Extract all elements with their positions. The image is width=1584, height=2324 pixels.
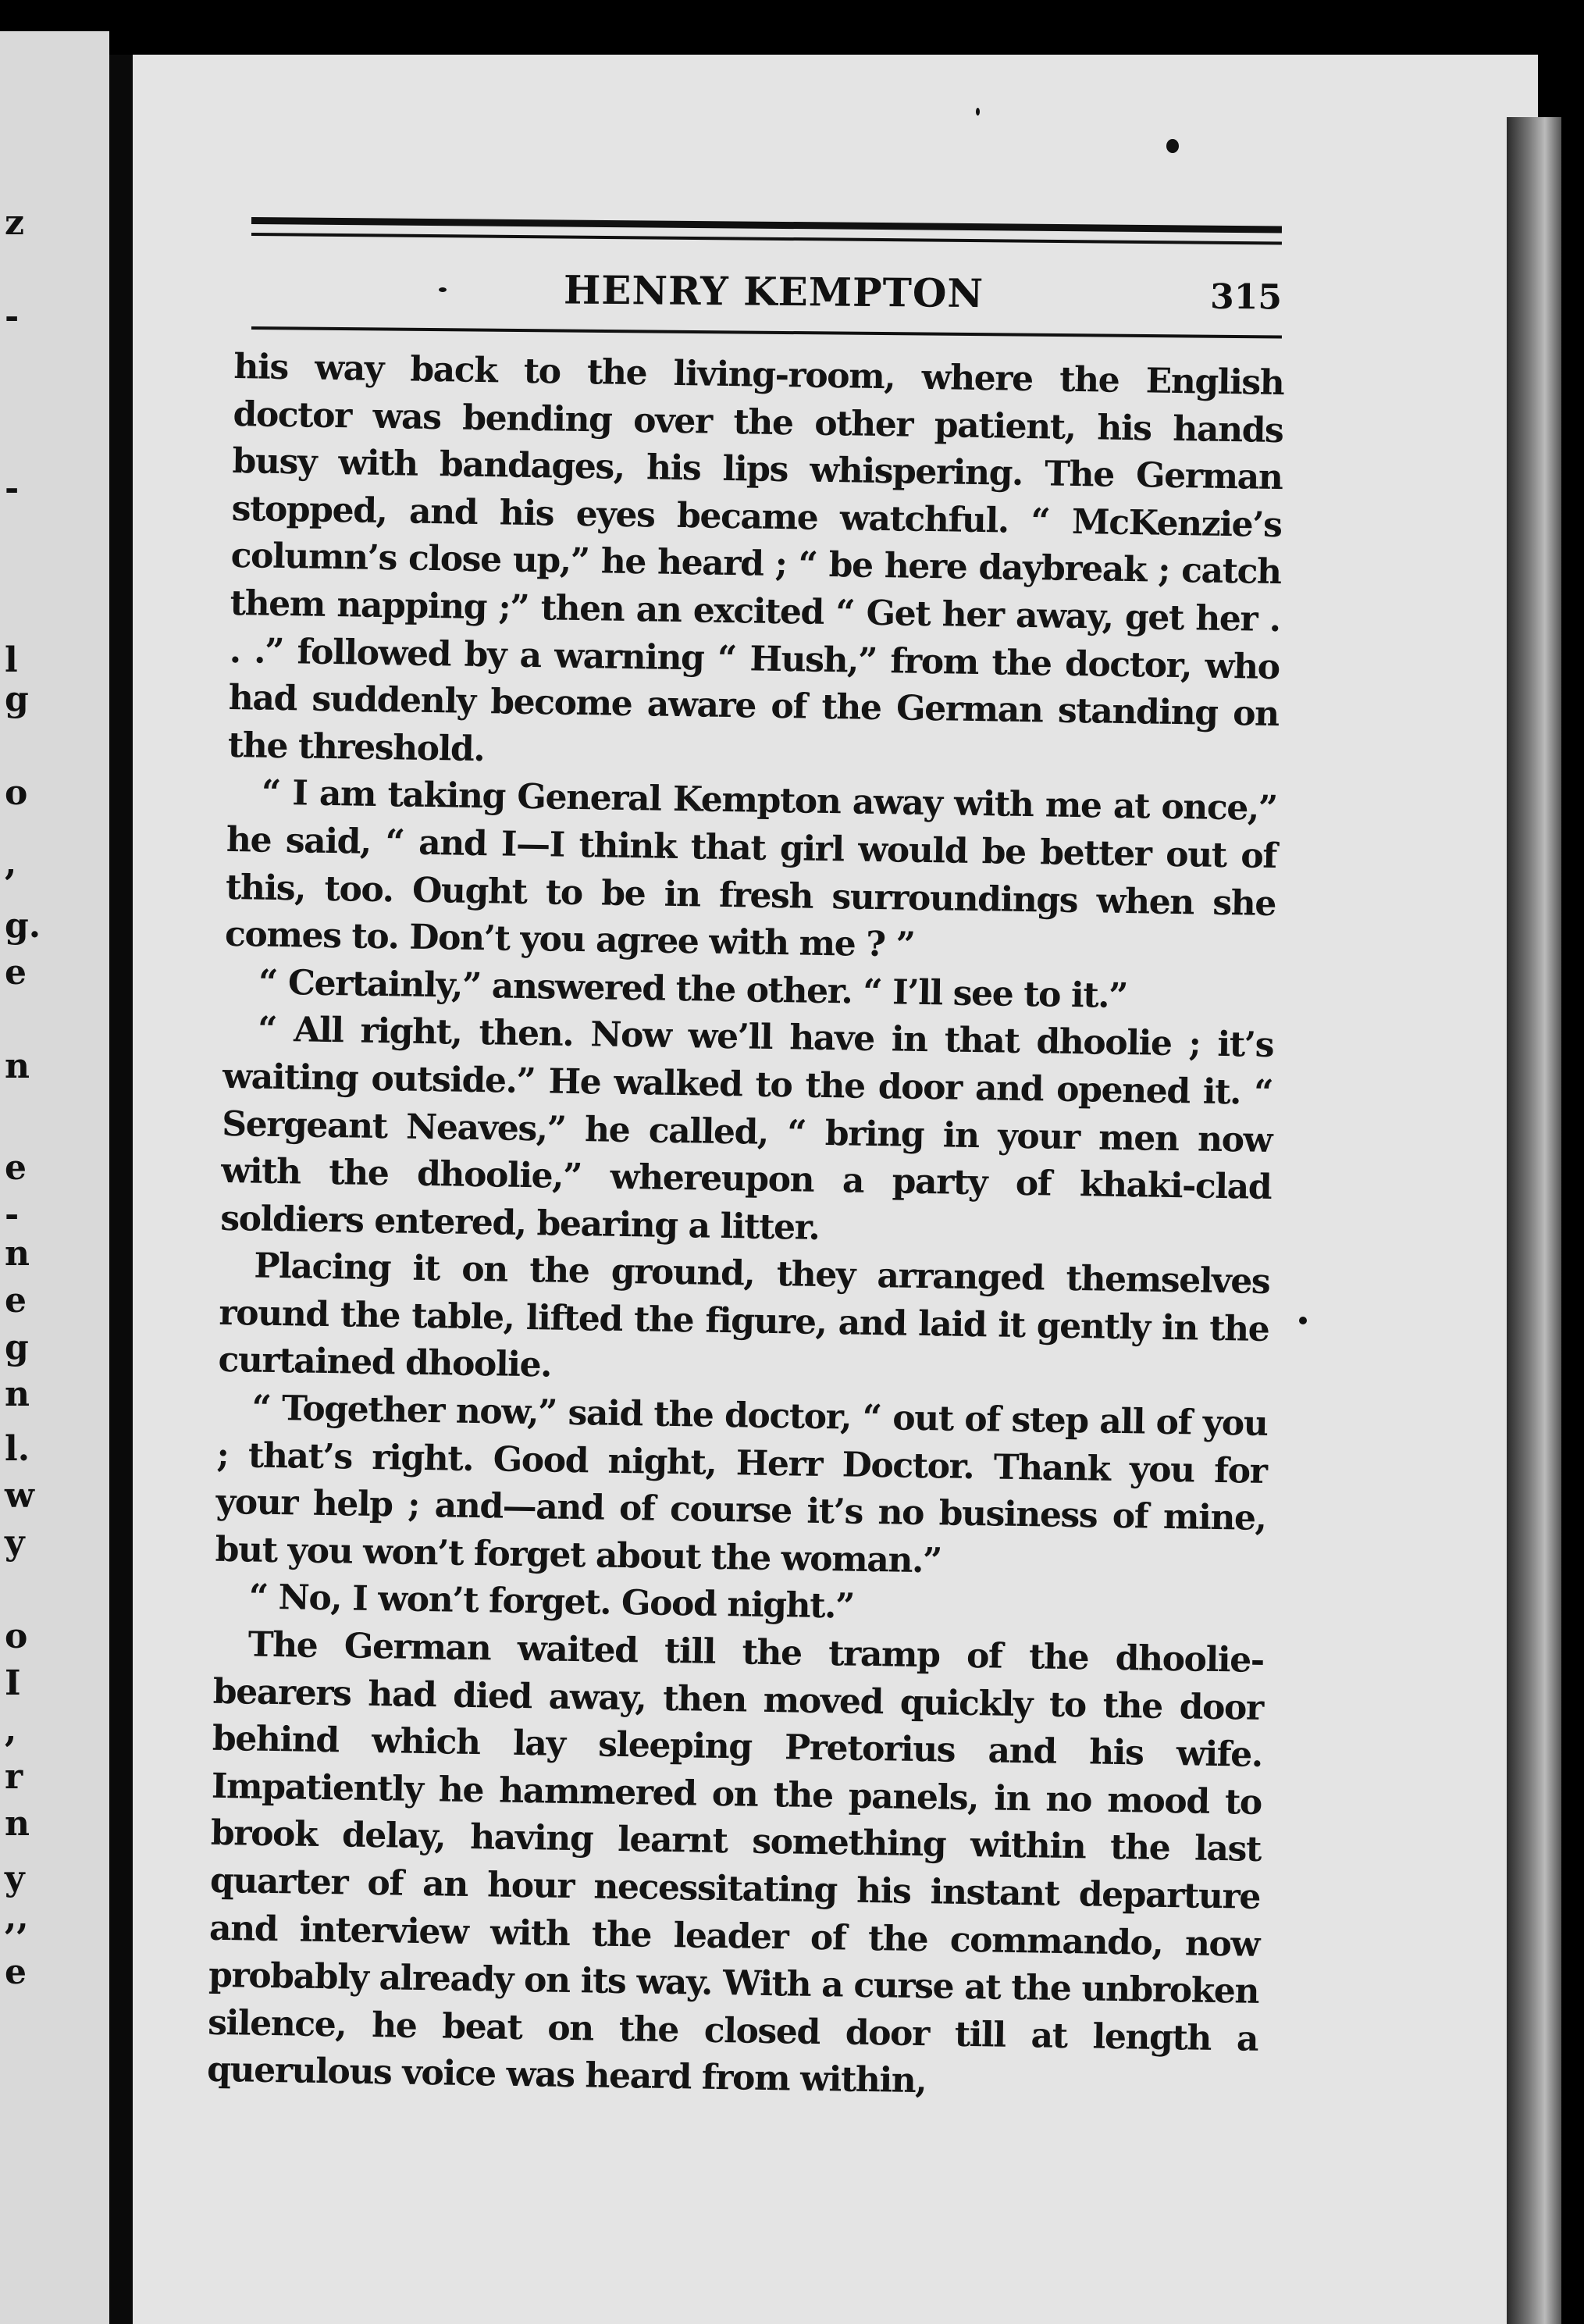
page-number: 315 xyxy=(1209,276,1283,318)
paragraph: “ No, I won’t forget. Good night.” xyxy=(248,1577,855,1627)
facing-page-char: o xyxy=(5,773,28,813)
facing-page-char: w xyxy=(5,1476,34,1516)
ink-speck xyxy=(976,108,980,116)
facing-page-char: z xyxy=(5,203,24,243)
facing-page-char: e xyxy=(5,1952,27,1992)
paragraph: “ All right, then. Now we’ll have in that dhoolie ; it’s waiting outside.” He walked to the door and opened it. “ Sergeant Neaves,” he called, “ bring in your men now with the dhoolie,” whereupon a party of khaki-clad soldiers entered, bearing a litter. xyxy=(220,1009,1274,1248)
facing-page-char: l. xyxy=(5,1429,30,1469)
facing-page-char: g xyxy=(5,1328,29,1367)
book-gutter xyxy=(109,55,133,2324)
facing-page-char: o xyxy=(5,1616,28,1656)
facing-page-char: - xyxy=(5,297,20,337)
page-header xyxy=(251,258,1283,330)
paragraph: Placing it on the ground, they arranged themselves round the table, lifted the figure, and laid it gently in the curtained dhoolie. xyxy=(218,1246,1270,1386)
facing-page-char: e xyxy=(5,1281,27,1321)
facing-page-edge xyxy=(0,31,109,2324)
facing-page-char: l xyxy=(5,640,18,680)
paragraph: “ Together now,” said the doctor, “ out of step all of you ; that’s right. Good night, Herr Doctor. Thank you for your help ; and—and of course it’s no business of mine, but you won’t forget about the woman.” xyxy=(215,1388,1268,1581)
facing-page-char: n xyxy=(5,1804,30,1844)
facing-page-char: y xyxy=(5,1859,25,1898)
facing-page-char: g. xyxy=(5,906,41,946)
facing-page-char: - xyxy=(5,469,20,508)
running-head: HENRY KEMPTON xyxy=(563,266,984,317)
paragraph: his way back to the living-room, where the English doctor was bending over the other patient, his hands busy with bandages, his lips whispering. The German stopped, and his eyes became watchful. “ McKenzie’s column’s close up,” he heard ; “ be here daybreak ; catch them napping ;” then an excited “ Get her away, get her . . .” followed by a warning “ Hush,” from the doctor, who had suddenly become aware of the German standing on the threshold. xyxy=(227,346,1284,769)
facing-page-char: , xyxy=(5,1710,17,1750)
facing-page-char: n xyxy=(5,1046,30,1086)
facing-page-char: - xyxy=(5,1195,20,1235)
paragraph: The German waited till the tramp of the dhoolie-bearers had died away, then moved quickly to the door behind which lay sleeping Pretorius and his wife. Impatiently he hammered on the panels, in no mood to brook delay, having learnt something within the last quarter of an hour necessitating his instant departure and interview with the leader of the commando, now probably already on its way. With a curse at the unbroken silence, he beat on the closed door till at length a querulous voice was heard from within, xyxy=(206,1624,1265,2101)
facing-page-char: g xyxy=(5,679,29,719)
facing-page-char: n xyxy=(5,1234,30,1274)
body-text xyxy=(207,344,1284,2111)
paragraph: “ I am taking General Kempton away with me at once,” he said, “ and I—I think that girl would be better out of this, too. Ought to be in fresh surroundings when she comes to. Don’t you agree with me ? ” xyxy=(224,772,1278,965)
page-edge-shadow xyxy=(1507,117,1561,2324)
facing-page-char: ,, xyxy=(5,1898,29,1937)
facing-page-char: e xyxy=(5,1148,27,1188)
ink-speck xyxy=(1299,1317,1307,1324)
ink-speck xyxy=(1166,139,1179,153)
paragraph: “ Certainly,” answered the other. “ I’ll see to it.” xyxy=(258,962,1128,1016)
facing-page-char: , xyxy=(5,843,17,883)
facing-page-char: e xyxy=(5,953,27,993)
facing-page-char: I xyxy=(5,1663,21,1703)
facing-page-char: y xyxy=(5,1523,25,1563)
facing-page-char: n xyxy=(5,1374,30,1414)
ink-speck xyxy=(439,287,447,292)
facing-page-char: r xyxy=(5,1757,23,1797)
facing-page-text-fragment xyxy=(0,31,41,2324)
